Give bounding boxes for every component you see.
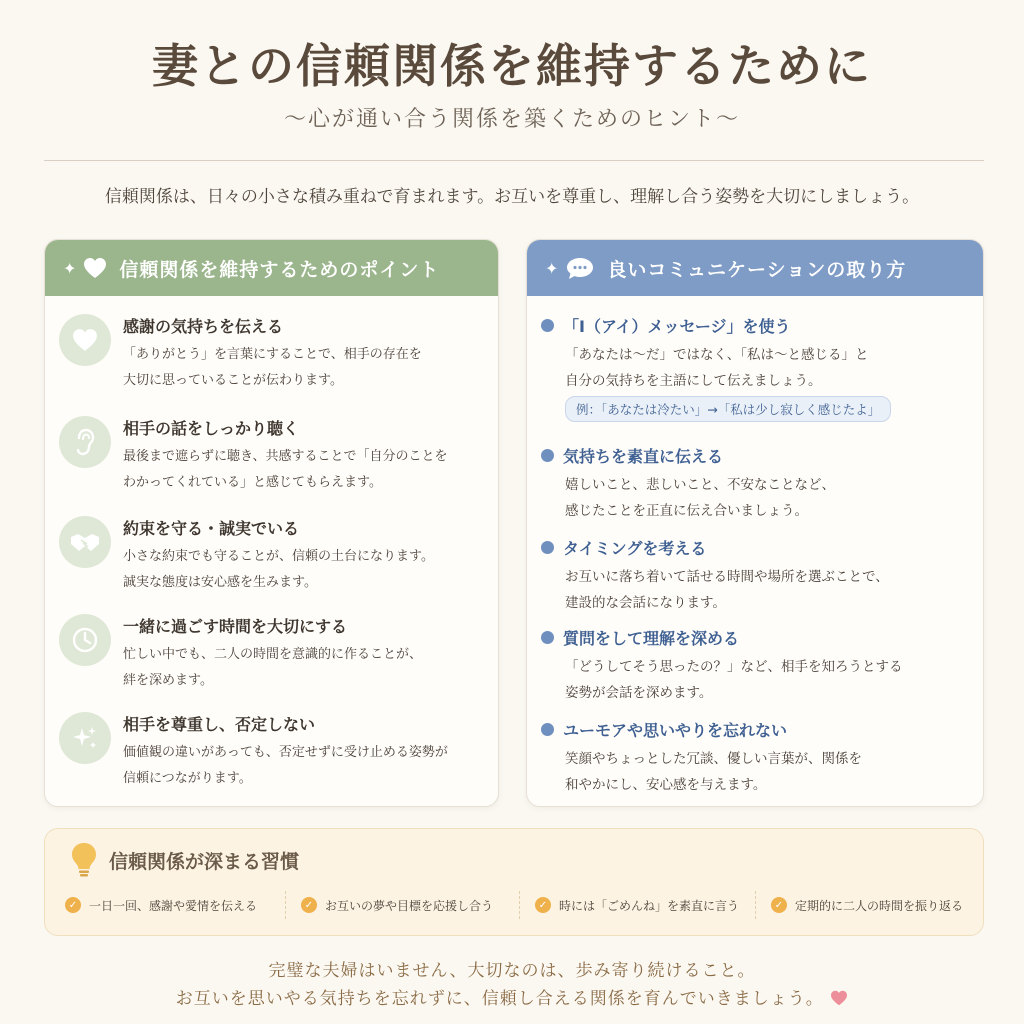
habit-divider [285,891,286,919]
habit-label: 一日一回、感謝や愛情を伝える [89,898,258,913]
point-desc: 最後まで遮らずに聴き、共感することで「自分のことを わかってくれている」と感じてもらえます。 [123,449,448,490]
closing-line-1: 完璧な夫婦はいません、大切なのは、歩み寄り続けること。 [268,961,756,981]
point-desc: 忙しい中でも、二人の時間を意識的に作ることが、 絆を深めます。 [123,647,423,688]
bullet-dot [541,541,554,554]
habit-label: お互いの夢や目標を応援し合う [325,898,494,913]
sparkle-icon [59,712,111,764]
habit-item [535,889,739,921]
tip-desc: 「どうしてそう思ったの？」など、相手を知ろうとする 姿勢が会話を深めます。 [565,659,903,701]
habits-title: 信頼関係が深まる習慣 [109,851,300,873]
points-card [44,239,499,807]
check-icon: ✓ [771,897,787,913]
page-title: 妻との信頼関係を維持するために [152,39,872,93]
point-desc: 小さな約束でも守ることが、信頼の土台になります。 誠実な態度は安心感を生みます。 [123,549,434,590]
example-callout: 例：「あなたは冷たい」→「私は少し寂しく感じたよ」 [565,396,891,422]
point-title: 相手を尊重し、否定しない [123,715,316,734]
sparkle-icon: ✦ [545,258,560,278]
bullet-dot [541,319,554,332]
heart-icon [59,314,111,366]
habit-item [301,889,493,921]
lightbulb-icon [69,841,99,877]
tip-title: 「I（アイ）メッセージ」を使う [563,317,791,336]
tip-title: 気持ちを素直に伝える [563,447,724,466]
tip-desc: 嬉しいこと、悲しいこと、不安なことなど、 感じたことを正直に伝え合いましょう。 [565,477,835,519]
check-icon: ✓ [65,897,81,913]
point-desc: 「ありがとう」を言葉にすることで、相手の存在を 大切に思っていることが伝わります。 [123,347,422,388]
clock-icon [59,614,111,666]
point-title: 感謝の気持ちを伝える [123,317,284,336]
closing-line-2 [0,984,1024,1009]
tip-title: タイミングを考える [563,539,707,558]
points-card-header [45,240,498,296]
divider [44,160,984,161]
heart-icon [830,990,848,1006]
bullet-dot [541,449,554,462]
page-subtitle: 〜心が通い合う関係を築くためのヒント〜 [283,107,740,132]
bullet-dot [541,631,554,644]
bullet-dot [541,723,554,736]
tip-title: ユーモアや思いやりを忘れない [563,721,788,740]
intro-text: 信頼関係は、日々の小さな積み重ねで育まれます。お互いを尊重し、理解し合う姿勢を大切にしましょう。 [104,187,920,207]
point-title: 一緒に過ごす時間を大切にする [123,617,348,636]
communication-card-header [527,240,983,296]
habit-divider [755,891,756,919]
handshake-icon [59,516,111,568]
habit-label: 定期的に二人の時間を振り返る [795,898,964,913]
tip-title: 質問をして理解を深める [563,629,740,648]
communication-card [526,239,984,807]
check-icon: ✓ [535,897,551,913]
sparkle-icon: ✦ [63,258,78,278]
habit-label: 時には「ごめんね」を素直に言う [559,898,740,913]
points-card-title: 信頼関係を維持するためのポイント [119,258,440,281]
point-title: 相手の話をしっかり聴く [123,419,300,438]
speech-bubble-icon [565,256,595,280]
tip-desc: 「あなたは〜だ」ではなく、「私は〜と感じる」と 自分の気持ちを主語にして伝えましょう。 [565,347,869,389]
heart-icon [83,257,107,279]
point-title: 約束を守る・誠実でいる [123,519,300,538]
communication-card-title: 良いコミュニケーションの取り方 [607,258,907,281]
habits-panel [44,828,984,936]
habit-item [65,889,257,921]
habit-divider [519,891,520,919]
tip-desc: 笑顔やちょっとした冗談、優しい言葉が、関係を 和やかにし、安心感を与えます。 [565,751,862,793]
ear-icon [59,416,111,468]
closing-line-2-text: お互いを思いやる気持ちを忘れずに、信頼し合える関係を育んでいきましょう。 [175,989,824,1009]
habit-item [771,889,963,921]
point-desc: 価値観の違いがあっても、否定せずに受け止める姿勢が 信頼につながります。 [123,745,448,786]
tip-desc: お互いに落ち着いて話せる時間や場所を選ぶことで、 建設的な会話になります。 [565,569,889,611]
check-icon: ✓ [301,897,317,913]
